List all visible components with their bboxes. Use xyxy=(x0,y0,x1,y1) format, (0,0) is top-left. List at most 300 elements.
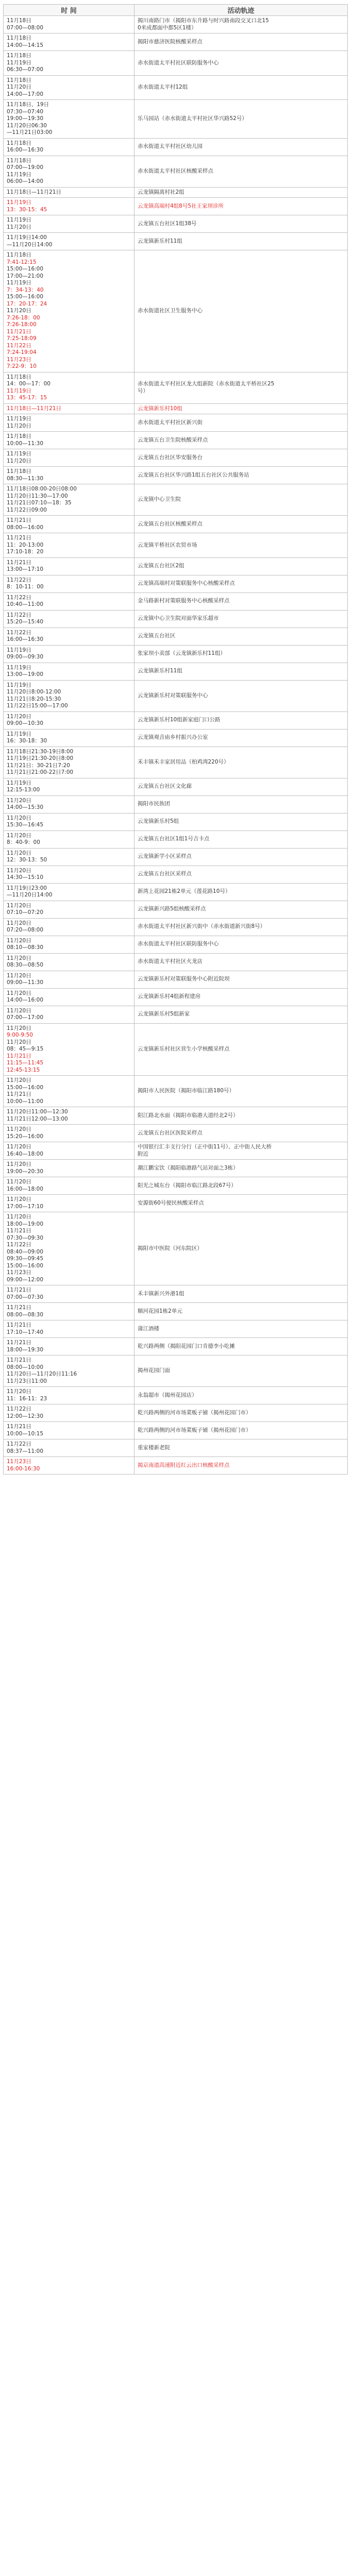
time-line: 8：10-11：00 xyxy=(7,584,44,590)
time-cell xyxy=(4,747,134,778)
table-row xyxy=(4,1142,348,1160)
table-row xyxy=(4,1303,348,1320)
time-line: 15:20—15:40 xyxy=(7,619,44,625)
place-cell xyxy=(134,16,348,33)
time-line: 11月19日 xyxy=(7,199,31,206)
time-line: 11月20日 xyxy=(7,797,31,804)
place-line: 潮江鹏宝饮（揭阳临港路气站对面之3栋） xyxy=(138,1164,239,1171)
time-cell xyxy=(4,1320,134,1338)
time-cell xyxy=(4,1212,134,1285)
time-cell xyxy=(4,1439,134,1457)
time-line: 07:00—17:00 xyxy=(7,1014,44,1021)
table-row xyxy=(4,414,348,432)
time-line: 11月18日 xyxy=(7,140,31,146)
time-line: 11月19日 xyxy=(7,647,31,653)
time-line: 15:00—16:00 xyxy=(7,1084,44,1091)
time-line: 11月21日 xyxy=(7,1357,31,1363)
time-line: 16:00—18:00 xyxy=(7,1185,44,1192)
time-cell xyxy=(4,215,134,233)
time-line: 11月20日11:30—17:00 xyxy=(7,493,68,499)
time-line: 11月19日 xyxy=(7,779,31,786)
time-cell xyxy=(4,1303,134,1320)
time-cell xyxy=(4,901,134,918)
time-line: 08:00—16:00 xyxy=(7,524,44,531)
place-line: 乐马园站（赤水街道太平村社区华兴路52号） xyxy=(138,115,247,122)
time-line: 11月21日07:10—18：35 xyxy=(7,500,72,506)
time-line: 11月20日 xyxy=(7,850,31,856)
time-line: 11月20日 xyxy=(7,422,31,429)
time-line: 11月18日 xyxy=(7,252,31,258)
table-row xyxy=(4,866,348,883)
place-line: 揭州花园门面 xyxy=(138,1367,170,1374)
table-row xyxy=(4,233,348,250)
time-cell xyxy=(4,813,134,831)
time-line: 10:00—11:30 xyxy=(7,440,44,447)
place-cell xyxy=(134,1160,348,1177)
place-line: 新湾上花园21栋2单元（莲花路10号） xyxy=(138,888,231,895)
place-cell xyxy=(134,831,348,848)
place-cell xyxy=(134,936,348,953)
time-cell xyxy=(4,414,134,432)
time-cell xyxy=(4,795,134,813)
table-row xyxy=(4,711,348,729)
time-line: 12:15-13:00 xyxy=(7,787,40,793)
place-cell xyxy=(134,516,348,533)
place-line: 安源街60号便民核酸采样点 xyxy=(138,1199,204,1206)
table-row xyxy=(4,1457,348,1475)
time-line: 13:00—19:00 xyxy=(7,671,44,677)
place-line: 云龙镇五台社区采样点 xyxy=(138,871,192,877)
place-line: 阳光之城东台（揭阳市临江路北段67号） xyxy=(138,1182,237,1189)
table-row xyxy=(4,971,348,988)
place-cell xyxy=(134,215,348,233)
place-cell xyxy=(134,75,348,100)
place-cell xyxy=(134,575,348,592)
time-cell xyxy=(4,432,134,449)
table-row xyxy=(4,33,348,51)
time-line: 09:00—12:00 xyxy=(7,1276,44,1283)
table-row xyxy=(4,729,348,747)
time-line: 11月22日09:00 xyxy=(7,506,47,513)
time-line: 11月20日 xyxy=(7,1039,31,1045)
time-cell xyxy=(4,1285,134,1303)
place-line: 赤水街道太平村社区新兴街中（赤水街道新兴街8号） xyxy=(138,923,266,930)
time-cell xyxy=(4,467,134,484)
place-cell xyxy=(134,645,348,663)
place-line: 云龙镇新兴路5组核酸采样点 xyxy=(138,906,206,912)
place-cell xyxy=(134,988,348,1006)
place-cell xyxy=(134,729,348,747)
table-row xyxy=(4,1404,348,1422)
time-line: 13：45-17：15 xyxy=(7,395,47,401)
place-cell xyxy=(134,1212,348,1285)
time-line: 11月21日 xyxy=(7,1304,31,1311)
time-line: 11月18日08:00-20日08:00 xyxy=(7,486,77,492)
time-line: 07:30—07:40 xyxy=(7,108,44,115)
place-line: 赤水街道太平村社区联防服务中心 xyxy=(138,941,219,947)
time-line: 16:00-16:30 xyxy=(7,1465,40,1472)
time-line: 11月18日 xyxy=(7,77,31,83)
time-line: 06:00—14:00 xyxy=(7,178,44,184)
time-line: 11月18日 xyxy=(7,35,31,41)
place-line: 揭川南路门市（揭阳市东升路与时兴路南段交叉口北15 xyxy=(138,18,269,24)
time-line: 15:30—16:45 xyxy=(7,822,44,828)
time-line: 11月20日 xyxy=(7,713,31,720)
time-line: 7:24-19:04 xyxy=(7,349,37,355)
place-cell xyxy=(134,848,348,866)
time-line: —11月20日14:00 xyxy=(7,892,53,898)
time-line: 11月18日 xyxy=(7,18,31,24)
table-row xyxy=(4,16,348,33)
time-line: 11月20日8:00-12:00 xyxy=(7,689,61,695)
table-row xyxy=(4,848,348,866)
place-cell xyxy=(134,100,348,139)
time-cell xyxy=(4,138,134,156)
place-cell xyxy=(134,1303,348,1320)
place-cell xyxy=(134,414,348,432)
place-cell xyxy=(134,138,348,156)
time-line: 11月20日 xyxy=(7,815,31,821)
time-line: 11:15—11:45 xyxy=(7,1060,44,1066)
time-line: 09:00—11:30 xyxy=(7,979,44,986)
time-line: 17:10—17:40 xyxy=(7,1329,44,1335)
time-line: 08:37—11:00 xyxy=(7,1448,44,1454)
time-line: 11月20日 xyxy=(7,867,31,874)
time-cell xyxy=(4,1006,134,1023)
table-row xyxy=(4,1160,348,1177)
time-line: 17:10-18：20 xyxy=(7,549,44,555)
time-line: 11月20日 xyxy=(7,990,31,996)
place-line: 云龙镇新乐村5组 xyxy=(138,818,179,825)
time-line: 11月20日 xyxy=(7,920,31,926)
table-row xyxy=(4,680,348,711)
table-row xyxy=(4,1439,348,1457)
time-line: 15:20—16:00 xyxy=(7,1133,44,1140)
time-line: 11月20日 xyxy=(7,224,31,230)
place-line: 云龙镇五台社区 xyxy=(138,633,176,639)
place-cell xyxy=(134,1422,348,1439)
time-line: 11月20日 xyxy=(7,1025,31,1031)
place-line: 云龙镇隔离村社2组 xyxy=(138,189,184,195)
time-line: 11月21日 xyxy=(7,1423,31,1430)
place-cell xyxy=(134,432,348,449)
time-cell xyxy=(4,1160,134,1177)
time-line: 11月19日 xyxy=(7,664,31,671)
time-line: 11月20日—11月20日11:16 xyxy=(7,1371,77,1377)
time-line: 08:10—08:30 xyxy=(7,944,44,951)
place-line: 张家坝小卖部（云龙镇新乐村11组） xyxy=(138,650,226,657)
time-cell xyxy=(4,1338,134,1355)
table-row xyxy=(4,1387,348,1404)
table-row xyxy=(4,831,348,848)
place-line: 赤水街道太平村社区新兴街 xyxy=(138,419,203,426)
place-cell xyxy=(134,592,348,610)
table-row xyxy=(4,250,348,372)
place-cell xyxy=(134,1023,348,1076)
time-line: 11月19日 xyxy=(7,731,31,737)
place-cell xyxy=(134,747,348,778)
time-line: 14:00—16:00 xyxy=(7,997,44,1003)
time-cell xyxy=(4,831,134,848)
time-cell xyxy=(4,372,134,403)
time-line: 11：20-13:00 xyxy=(7,541,44,548)
table-row xyxy=(4,1355,348,1387)
place-cell xyxy=(134,680,348,711)
place-cell xyxy=(134,250,348,372)
time-line: 11月20日 xyxy=(7,1144,31,1150)
time-line: 11月20日 xyxy=(7,1126,31,1132)
place-line: 云龙镇五台社区1组38号 xyxy=(138,220,197,227)
time-cell xyxy=(4,1177,134,1195)
time-cell xyxy=(4,1422,134,1439)
place-line: 云龙镇新乐村10组 xyxy=(138,405,182,412)
time-line: 11月21日 xyxy=(7,559,31,566)
time-cell xyxy=(4,971,134,988)
table-row xyxy=(4,533,348,558)
time-line: 14：00—17：00 xyxy=(7,381,50,387)
table-row xyxy=(4,1195,348,1212)
time-cell xyxy=(4,1355,134,1387)
time-line: 11月20日 xyxy=(7,1214,31,1220)
time-line: 11月22日 xyxy=(7,342,31,349)
place-cell xyxy=(134,484,348,516)
place-line: 重家楼新老院 xyxy=(138,1444,170,1451)
time-line: 7:22-9：10 xyxy=(7,363,37,369)
place-line: 揭阳市慈济医院核酸采样点 xyxy=(138,38,203,45)
time-cell xyxy=(4,1195,134,1212)
time-cell xyxy=(4,198,134,215)
place-line: 云龙镇新乐村对策联服务中心附近院坝 xyxy=(138,976,230,982)
time-line: 7:26-18：00 xyxy=(7,314,40,321)
time-line: 07:00—07:30 xyxy=(7,1294,44,1300)
time-line: 11月18日—11月21日 xyxy=(7,405,61,412)
table-row xyxy=(4,403,348,414)
place-line: 附近 xyxy=(138,1150,148,1157)
time-line: 18:00—19:30 xyxy=(7,1346,44,1353)
place-line: 云龙镇五台卫生院核酸采样点 xyxy=(138,436,208,443)
table-body xyxy=(4,16,348,1475)
table-row xyxy=(4,1177,348,1195)
table-row xyxy=(4,1338,348,1355)
place-cell xyxy=(134,156,348,187)
time-cell xyxy=(4,628,134,645)
time-line: 12:45-13:15 xyxy=(7,1066,40,1073)
table-header-row xyxy=(4,5,348,16)
place-line: 阳江路北水面（揭阳市临港大道经北2号） xyxy=(138,1112,239,1118)
time-line: 11月22日 xyxy=(7,1242,31,1248)
place-cell xyxy=(134,187,348,198)
time-cell xyxy=(4,848,134,866)
table-row xyxy=(4,628,348,645)
time-line: 11月20日 xyxy=(7,1179,31,1185)
place-line: 中国银行汇丰支行分行（正中街11号）、正中街人民大桥 xyxy=(138,1144,272,1150)
place-cell xyxy=(134,883,348,901)
time-line: 11月21日12:00—13:00 xyxy=(7,1115,68,1122)
time-cell xyxy=(4,33,134,51)
time-line: 11月21日 xyxy=(7,535,31,541)
time-line: 16:00—16:30 xyxy=(7,147,44,153)
time-cell xyxy=(4,663,134,680)
time-line: 11月20日06:30 xyxy=(7,122,47,129)
place-line: 永翁超市（揭州花园店） xyxy=(138,1392,197,1398)
table-row xyxy=(4,75,348,100)
time-line: 11月20日 xyxy=(7,1161,31,1167)
time-line: 11月23日 xyxy=(7,356,31,363)
table-row xyxy=(4,936,348,953)
time-line: 11月22日 xyxy=(7,577,31,583)
place-cell xyxy=(134,33,348,51)
table-row xyxy=(4,432,348,449)
time-line: 11月21日 xyxy=(7,1287,31,1293)
time-cell xyxy=(4,610,134,628)
time-line: 11月18日21:30-19日8:00 xyxy=(7,748,74,755)
time-cell xyxy=(4,918,134,936)
place-cell xyxy=(134,1177,348,1195)
time-line: 14:30—15:10 xyxy=(7,874,44,880)
place-cell xyxy=(134,403,348,414)
place-cell xyxy=(134,1107,348,1125)
table-row xyxy=(4,1006,348,1023)
table-row xyxy=(4,51,348,76)
time-line: 11月22日 xyxy=(7,1441,31,1447)
time-line: 13:00—17:10 xyxy=(7,566,44,572)
place-cell xyxy=(134,1076,348,1107)
place-line: 云龙镇新乐村10组新家庭门口公路 xyxy=(138,717,221,723)
place-line: 蒲江酒楼 xyxy=(138,1325,159,1332)
time-line: 11月19日 xyxy=(7,171,31,178)
time-line: 11月20日11:00—12:30 xyxy=(7,1109,68,1115)
table-row xyxy=(4,557,348,575)
place-line: 云龙镇平桥社区农贸市场 xyxy=(138,541,197,548)
place-cell xyxy=(134,971,348,988)
time-line: 11月20日 xyxy=(7,972,31,979)
time-cell xyxy=(4,1404,134,1422)
time-line: 11月21日 xyxy=(7,1053,31,1059)
time-line: 11：16-11：23 xyxy=(7,1395,47,1402)
time-line: 11月20日 xyxy=(7,457,31,464)
time-line: 11月20日 xyxy=(7,84,31,90)
place-line: 0米成都面中都5区1楼） xyxy=(138,24,197,31)
place-line: 赤水街道太平村社区火龙店 xyxy=(138,958,203,965)
place-cell xyxy=(134,1338,348,1355)
time-line: 17:00—17:10 xyxy=(7,1203,44,1210)
place-cell xyxy=(134,372,348,403)
time-cell xyxy=(4,953,134,971)
table-row xyxy=(4,198,348,215)
time-line: 16:00—16:30 xyxy=(7,636,44,642)
time-cell xyxy=(4,988,134,1006)
place-cell xyxy=(134,1457,348,1475)
time-cell xyxy=(4,936,134,953)
time-cell xyxy=(4,866,134,883)
time-line: 11月19日 xyxy=(7,217,31,223)
time-line: 10:00—10:15 xyxy=(7,1430,44,1437)
time-cell xyxy=(4,449,134,467)
time-line: 16:40—18:00 xyxy=(7,1150,44,1157)
table-row xyxy=(4,778,348,795)
time-line: 9:00-9:50 xyxy=(7,1032,33,1038)
place-line: 云龙镇五台社区1组1号吉卡点 xyxy=(138,836,210,842)
place-cell xyxy=(134,1439,348,1457)
time-line: 10:40—11:00 xyxy=(7,601,44,607)
time-cell xyxy=(4,575,134,592)
time-line: 8：40-9：00 xyxy=(7,839,40,845)
place-line: 赤水街道太平村社区联防服务中心 xyxy=(138,59,219,66)
time-line: 11月20日 xyxy=(7,308,31,314)
place-cell xyxy=(134,866,348,883)
time-cell xyxy=(4,883,134,901)
time-line: 7:26-18:00 xyxy=(7,321,37,328)
place-line: 号） xyxy=(138,387,148,394)
time-line: 06:30—07:00 xyxy=(7,66,44,73)
place-line: 禾丰镇新兴外港1组 xyxy=(138,1290,184,1297)
place-line: 赤水街道社区卫生服务中心 xyxy=(138,308,203,314)
time-cell xyxy=(4,711,134,729)
place-cell xyxy=(134,918,348,936)
time-line: 11月19日 xyxy=(7,682,31,688)
time-cell xyxy=(4,645,134,663)
place-line: 云龙镇五台社区核酸采样点 xyxy=(138,520,203,527)
time-cell xyxy=(4,484,134,516)
time-line: 11月23日11:00 xyxy=(7,1378,47,1384)
table-row xyxy=(4,1125,348,1142)
time-line: 11月21日 xyxy=(7,1340,31,1346)
time-cell xyxy=(4,557,134,575)
place-cell xyxy=(134,533,348,558)
place-cell xyxy=(134,711,348,729)
time-cell xyxy=(4,729,134,747)
place-line: 顺河花园1栋2单元 xyxy=(138,1308,182,1314)
table-row xyxy=(4,901,348,918)
table-row xyxy=(4,918,348,936)
time-line: 11月22日 xyxy=(7,612,31,618)
table-row xyxy=(4,1212,348,1285)
time-line: —11月21日03:00 xyxy=(7,129,53,135)
table-row xyxy=(4,467,348,484)
time-line: 11月22日 xyxy=(7,594,31,601)
time-line: 11月19日23:00 xyxy=(7,885,47,891)
time-line: 11月21日：30-21日7:20 xyxy=(7,762,70,769)
time-line: 11月20日 xyxy=(7,902,31,909)
time-line: 11月23日 xyxy=(7,1459,31,1465)
time-line: 08:40—09:00 xyxy=(7,1248,44,1255)
time-line: 07:00—08:00 xyxy=(7,24,44,31)
time-cell xyxy=(4,100,134,139)
time-cell xyxy=(4,403,134,414)
time-cell xyxy=(4,156,134,187)
table-row xyxy=(4,1023,348,1076)
place-cell xyxy=(134,813,348,831)
place-line: 禾丰镇禾丰家居用品（柏鸡湾220号） xyxy=(138,758,229,765)
place-line: 揭阳市人民医院（揭阳市临江路180号） xyxy=(138,1088,235,1094)
time-cell xyxy=(4,250,134,372)
place-line: 云龙镇新乐村社区营生小学核酸采样点 xyxy=(138,1046,230,1052)
place-cell xyxy=(134,198,348,215)
time-line: 11月20日 xyxy=(7,1388,31,1395)
place-cell xyxy=(134,467,348,484)
place-line: 赤水街道太平村社区核酸采样点 xyxy=(138,167,213,174)
time-line: 11月21日 xyxy=(7,328,31,335)
place-line: 乾兴路两侧（揭阳花园门口肯德李小吃摊 xyxy=(138,1343,235,1349)
place-line: 赤水街道太平村社区龙大组新院（赤水街道太平桥社区25 xyxy=(138,381,275,387)
time-cell xyxy=(4,1387,134,1404)
time-line: 14:00—17:00 xyxy=(7,91,44,97)
table-row xyxy=(4,1422,348,1439)
table-row xyxy=(4,575,348,592)
place-line: 云龙镇新学小区采样点 xyxy=(138,853,192,860)
place-cell xyxy=(134,610,348,628)
table-row xyxy=(4,795,348,813)
